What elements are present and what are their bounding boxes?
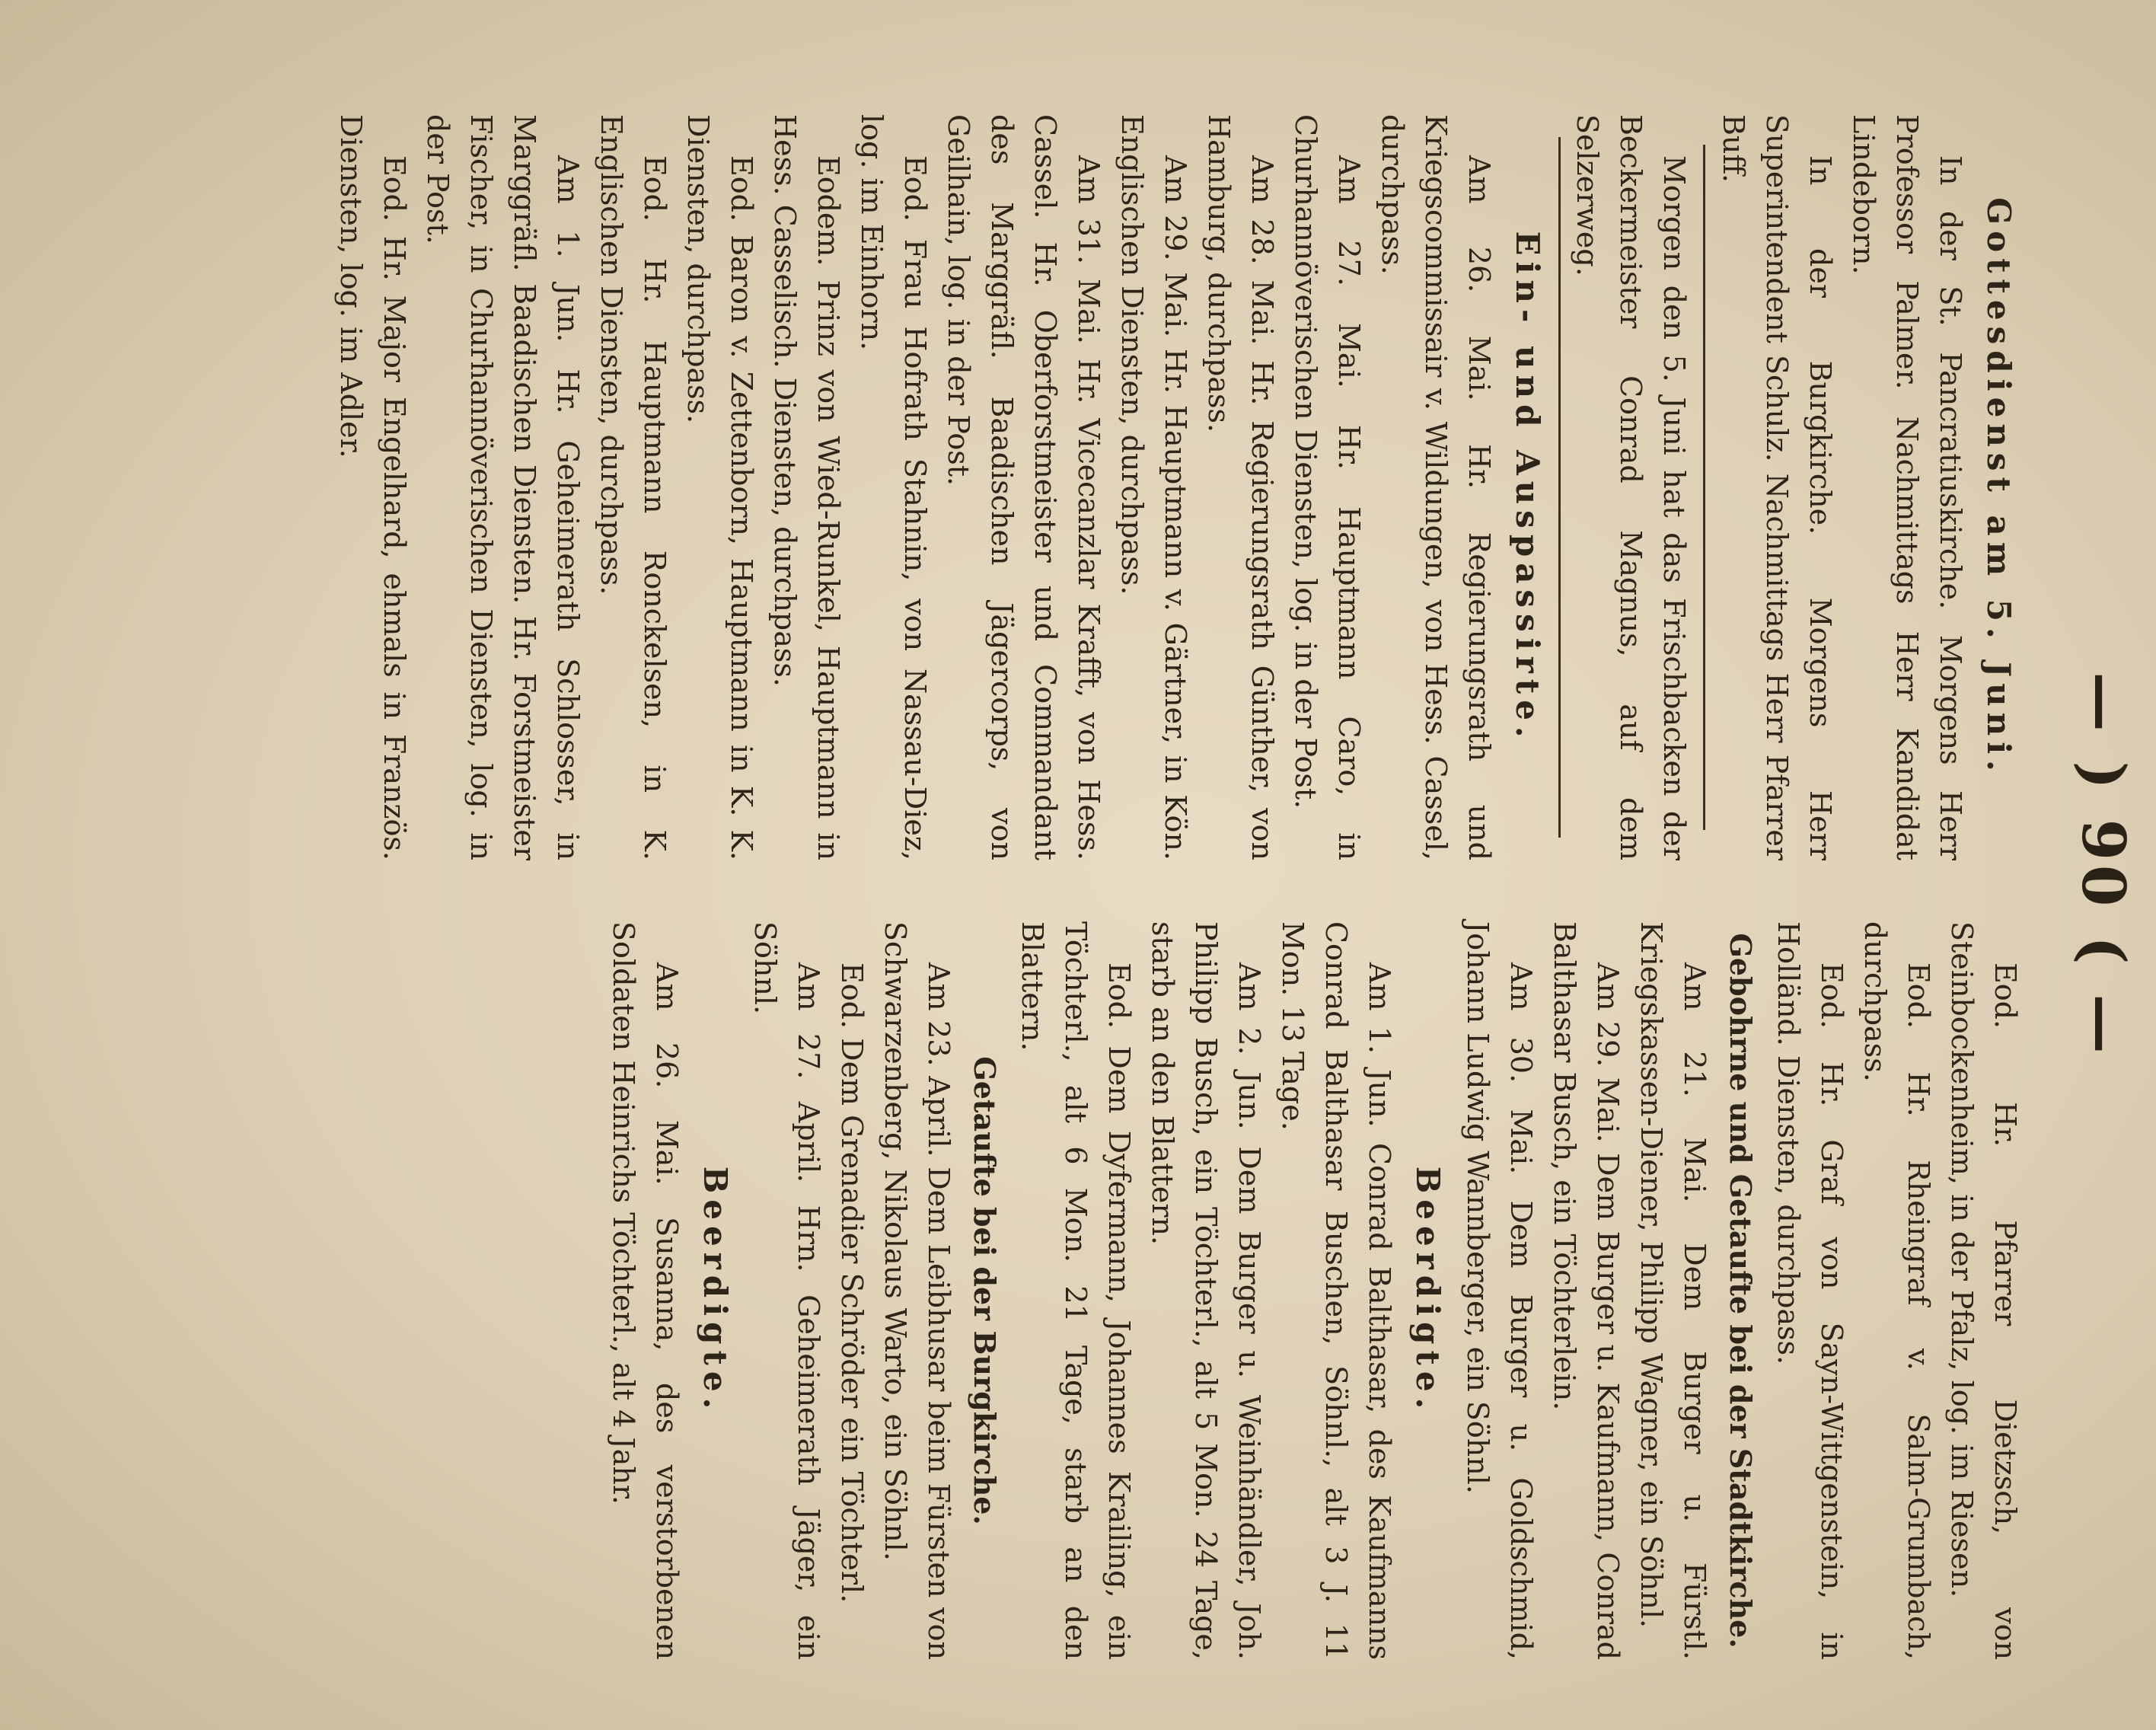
list-item: Am 1. Jun. Hr. Geheimerath Schlosser, in Marggräfl. Baadischen Diensten. Hr. Forstmeister Fischer, in Churhannöverischen Diensten, log. in der Post. [421,114,585,860]
gottesdienst-title: Gottesdienst am 5. Juni. [1980,197,2017,777]
divider-rule [1558,137,1561,838]
reisende-title: Ein- und Auspassirte. [1509,231,1546,744]
list-item: Eod. Hr. Rheingraf v. Salm-Grumbach, durchpass. [1858,921,1935,1660]
bekanntmachung-paragraph: Morgen den 5. Juni hat das Frischbacken der Beckermeister Conrad Magnus, auf dem Selzerweg. [1571,114,1691,860]
list-item: Am 28. Mai. Hr. Regierungsrath Günther, von Hamburg, durchpass. [1202,114,1279,860]
list-item: Am 26. Mai. Hr. Regierungsrath und Kriegscommissair v. Wildungen, von Hess. Cassel, durchpass. [1376,114,1496,860]
left-column [199,114,2027,860]
list-item: Am 21. Mai. Dem Burger u. Fürstl. Kriegskassen-Diener, Philipp Wagner, ein Söhnl. [1635,921,1711,1660]
list-item: Eod. Dem Grenadier Schröder ein Töchterl. [835,962,869,1604]
list-item: Am 29. Mai. Dem Burger u. Kaufmann, Conrad Balthasar Busch, ein Töchterlein. [1548,921,1625,1660]
list-item: Am 27. April. Hrn. Geheimerath Jäger, ein Söhnl. [748,921,825,1660]
list-item: Am 27. Mai. Hr. Hauptmann Caro, in Churhannöverischen Diensten, log. in der Post. [1289,114,1366,860]
list-item: Eodem. Prinz von Wied-Runkel, Hauptmann in Hess. Casselisch. Diensten, durchpass. [768,114,845,860]
stadtkirche-title: Gebohrne und Getaufte bei der Stadtkirche. [1724,933,1758,1649]
list-item: Eod. Dem Dyfermann, Johannes Krailing, ein Töchterl., alt 6 Mon. 21 Tage, starb an den Blattern. [1016,921,1136,1660]
list-item: Am 31. Mai. Hr. Vicecanzlar Krafft, von Hess. Cassel. Hr. Oberforstmeister und Commandant des Marggräfl. Baadischen Jägercorps, von Geilhain, log. in der Post. [942,114,1105,860]
burgkirche-title: Getaufte bei der Burgkirche. [968,1056,1002,1525]
list-item: Eod. Baron v. Zettenborn, Hauptmann in K. K. Diensten, durchpass. [681,114,758,860]
list-item: Am 30. Mai. Dem Burger u. Goldschmid, Johann Ludwig Wannberger, ein Söhnl. [1461,921,1538,1660]
list-item: Eod. Hr. Pfarrer Dietzsch, von Steinbockenheim, in der Pfalz, log. im Riesen. [1945,921,2022,1660]
beerdigte-title: Beerdigte. [1409,1166,1446,1416]
list-item: Am 1. Jun. Conrad Balthasar, des Kaufmanns Conrad Balthasar Buschen, Söhnl., alt 3 J. 11 Mon. 13 Tage. [1276,921,1396,1660]
list-item: Eod. Frau Hofrath Stahnin, von Nassau-Diez, log. im Einhorn. [855,114,932,860]
list-item: Am 23. April. Dem Leibhusar beim Fürsten von Schwarzenberg, Nikolaus Warto, ein Söhnl. [879,921,955,1660]
divider-rule [1703,145,1705,830]
list-item: Am 26. Mai. Susanna, des verstorbenen Soldaten Heinrichs Töchterl., alt 4 Jahr. [607,921,684,1660]
beerdigte-title: Beerdigte. [697,1166,734,1416]
gottesdienst-paragraph: In der St. Pancratiuskirche. Morgens Herr Professor Palmer. Nachmittags Herr Kandidat Lindeborn. [1847,114,1967,860]
page-number-header: — ) 90 ( — [2068,672,2138,1058]
list-item: Am 29. Mai. Hr. Hauptmann v. Gärtner, in Kön. Englischen Diensten, durchpass. [1115,114,1192,860]
right-column [199,921,2027,1660]
list-item: Eod. Hr. Hauptmann Ronckelsen, in K. Englischen Diensten, durchpass. [595,114,671,860]
list-item: Eod. Hr. Major Engelhard, ehmals in Französ. Diensten, log. im Adler. [334,114,411,860]
gottesdienst-paragraph: In der Burgkirche. Morgens Herr Superintendent Schulz. Nachmittags Herr Pfarrer Buff. [1717,114,1837,860]
list-item: Eod. Hr. Graf von Sayn-Wittgenstein, in Holländ. Diensten, durchpass. [1772,921,1848,1660]
list-item: Am 2. Jun. Dem Burger u. Weinhändler, Joh. Philipp Busch, ein Töchterl., alt 5 Mon. 24 Tage, starb an den Blattern. [1146,921,1266,1660]
